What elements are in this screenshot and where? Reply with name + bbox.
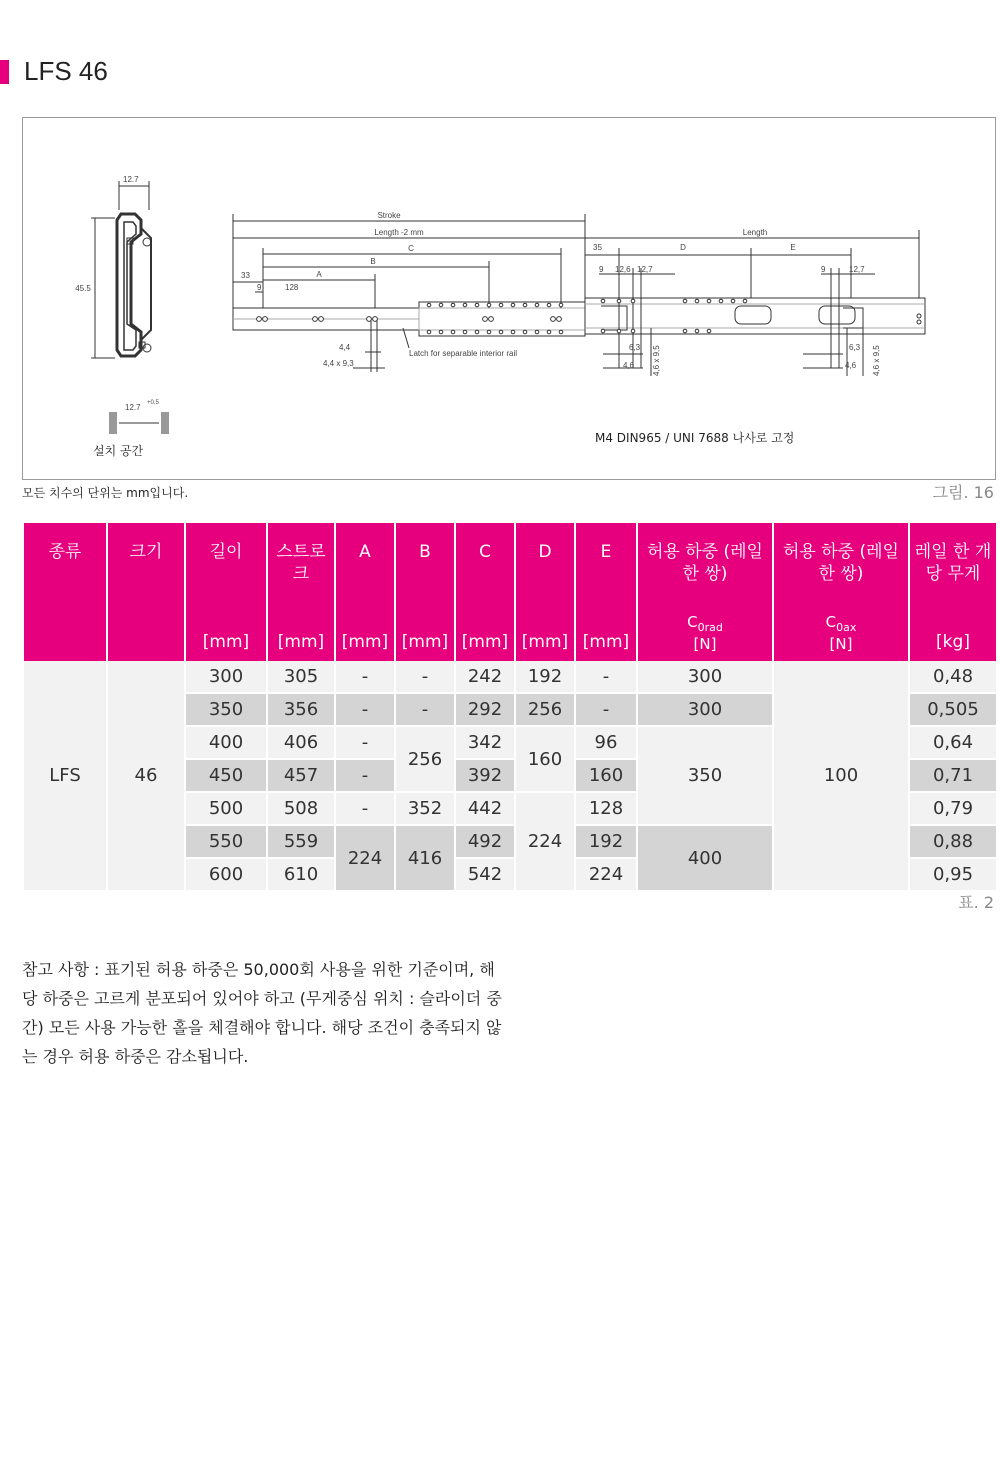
dim-d: D (680, 243, 686, 252)
cell-c: 242 (456, 661, 514, 694)
dim-latch: Latch for separable interior rail (409, 349, 518, 358)
cell-weight: 0,71 (910, 760, 996, 793)
cell-c: 292 (456, 694, 514, 727)
dim-4-4x9-3: 4,4 x 9,3 (323, 359, 354, 368)
cell-load-radial: 400 (638, 826, 772, 892)
cell-weight: 0,79 (910, 793, 996, 826)
cell-e: 192 (576, 826, 636, 859)
cell-e: 96 (576, 727, 636, 760)
dim-12-7-far: 12,7 (849, 265, 865, 274)
cell-length: 500 (186, 793, 266, 826)
cell-size: 46 (108, 661, 184, 892)
header-b: B [mm] (396, 523, 454, 661)
cell-length: 350 (186, 694, 266, 727)
cell-length: 600 (186, 859, 266, 892)
page-title: LFS 46 (24, 56, 108, 86)
dim-9-far: 9 (821, 265, 826, 274)
cell-a: - (336, 661, 394, 694)
dim-a: A (316, 270, 322, 279)
cell-weight: 0,95 (910, 859, 996, 892)
cell-load-radial: 300 (638, 694, 772, 727)
dim-length: Length (742, 228, 768, 237)
cell-weight: 0,64 (910, 727, 996, 760)
cell-b: 256 (396, 727, 454, 793)
header-c: C [mm] (456, 523, 514, 661)
dim-128: 128 (285, 283, 299, 292)
cell-a: - (336, 727, 394, 760)
cell-a: - (336, 793, 394, 826)
cell-type: LFS (24, 661, 106, 892)
cell-stroke: 610 (268, 859, 334, 892)
table-row (24, 661, 996, 694)
header-size: 크기 (108, 523, 184, 661)
dim-length-minus: Length -2 mm (374, 228, 424, 237)
cell-a: 224 (336, 826, 394, 892)
header-load-radial: 허용 하중 (레일 한 쌍) $C_{0rad}$ [N] (638, 523, 772, 661)
dim-33: 33 (241, 271, 250, 280)
cell-c: 342 (456, 727, 514, 760)
dim-profile-width: 12.7 (123, 175, 139, 184)
dim-6-3: 6,3 (629, 343, 641, 352)
cell-a: - (336, 694, 394, 727)
cell-load-radial: 350 (638, 727, 772, 826)
cell-length: 400 (186, 727, 266, 760)
header-type: 종류 (24, 523, 106, 661)
cell-e: 224 (576, 859, 636, 892)
install-space-label: 설치 공간 (93, 444, 144, 458)
cell-e: 160 (576, 760, 636, 793)
cell-d: 192 (516, 661, 574, 694)
cell-c: 542 (456, 859, 514, 892)
header-a: A [mm] (336, 523, 394, 661)
dim-9: 9 (257, 283, 262, 292)
cell-b: 352 (396, 793, 454, 826)
cell-length: 450 (186, 760, 266, 793)
technical-drawing (22, 117, 996, 480)
cell-load-radial: 300 (638, 661, 772, 694)
cell-a: - (336, 760, 394, 793)
cell-length: 550 (186, 826, 266, 859)
title-accent-bar (0, 60, 9, 84)
dim-install-space: 12.7 (125, 403, 141, 412)
reference-note: 참고 사항 : 표기된 허용 하중은 50,000회 사용을 위한 기준이며, 해당 하중은 고르게 분포되어 있어야 하고 (무게중심 위치 : 슬라이더 중간) 모든 사용 가능한 홀을 체결해야 합니다. 해당 조건이 충족되지 않는 경우 허용 하중은 감소됩니다. (22, 960, 502, 1066)
cell-d: 160 (516, 727, 574, 793)
dim-4-6: 4,6 (623, 361, 635, 370)
cell-b: 416 (396, 826, 454, 892)
header-load-axial: 허용 하중 (레일 한 쌍) $C_{0ax}$ [N] (774, 523, 908, 661)
cell-c: 492 (456, 826, 514, 859)
dim-b: B (370, 257, 376, 266)
header-d: D [mm] (516, 523, 574, 661)
cell-b: - (396, 661, 454, 694)
dim-12-7: 12,7 (637, 265, 653, 274)
header-e: E [mm] (576, 523, 636, 661)
cell-b: - (396, 694, 454, 727)
figure-ref: 그림. 16 (932, 483, 994, 502)
dim-4-4: 4,4 (339, 343, 351, 352)
spec-table (22, 523, 998, 892)
dim-e: E (790, 243, 796, 252)
dim-35: 35 (593, 243, 602, 252)
table-ref: 표. 2 (958, 893, 994, 912)
dim-stroke: Stroke (377, 211, 401, 220)
cell-weight: 0,505 (910, 694, 996, 727)
dim-install-tolerance: +0.5 (147, 400, 159, 406)
header-length: 길이 [mm] (186, 523, 266, 661)
header-stroke: 스트로크 [mm] (268, 523, 334, 661)
header-weight: 레일 한 개당 무게 [kg] (910, 523, 996, 661)
cell-e: - (576, 694, 636, 727)
cell-length: 300 (186, 661, 266, 694)
cell-stroke: 406 (268, 727, 334, 760)
dim-12-6: 12,6 (615, 265, 631, 274)
cell-c: 392 (456, 760, 514, 793)
cell-weight: 0,48 (910, 661, 996, 694)
drawing-svg (23, 118, 995, 479)
cell-stroke: 356 (268, 694, 334, 727)
cell-stroke: 305 (268, 661, 334, 694)
table-header-row (24, 523, 996, 661)
cell-e: - (576, 661, 636, 694)
units-note: 모든 치수의 단위는 mm입니다. (22, 486, 189, 500)
cell-stroke: 508 (268, 793, 334, 826)
dim-c: C (408, 244, 414, 253)
cell-e: 128 (576, 793, 636, 826)
cell-stroke: 559 (268, 826, 334, 859)
cell-stroke: 457 (268, 760, 334, 793)
dim-4-6x9-5-far: 4,6 x 9,5 (872, 345, 881, 376)
dim-4-6x9-5: 4,6 x 9,5 (652, 345, 661, 376)
dim-9-right: 9 (599, 265, 604, 274)
cell-load-axial: 100 (774, 661, 908, 892)
screw-note: M4 DIN965 / UNI 7688 나사로 고정 (595, 431, 795, 445)
cell-weight: 0,88 (910, 826, 996, 859)
dim-4-6-far: 4,6 (845, 361, 857, 370)
dim-6-3-far: 6,3 (849, 343, 861, 352)
cell-d: 224 (516, 793, 574, 892)
dim-profile-height: 45.5 (75, 284, 91, 293)
cell-c: 442 (456, 793, 514, 826)
cell-d: 256 (516, 694, 574, 727)
